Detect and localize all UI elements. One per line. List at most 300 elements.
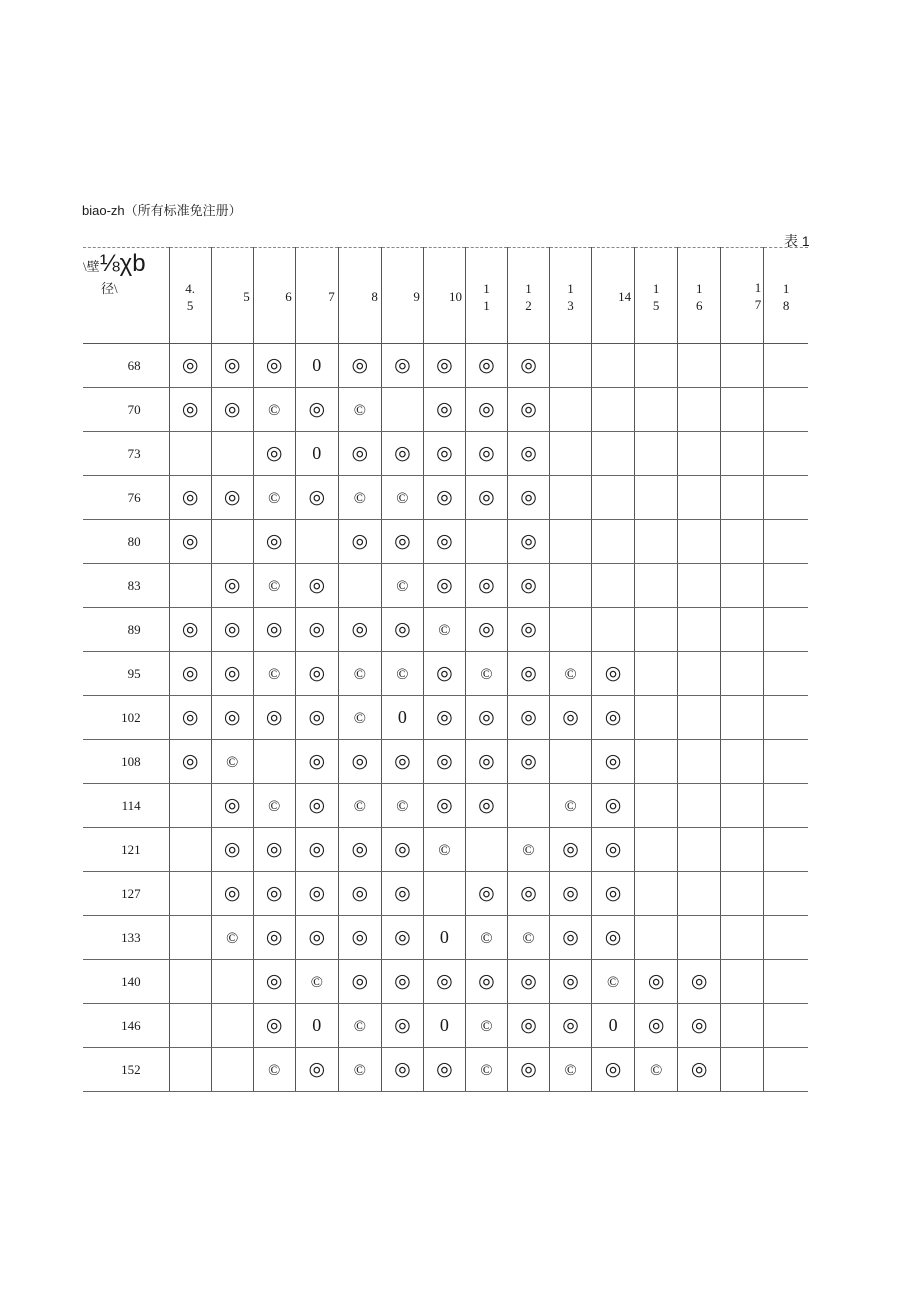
- table-row: [83, 916, 808, 960]
- corner-bottom-label: 径\: [101, 281, 118, 296]
- table-cell: [721, 828, 764, 872]
- column-header-line: 1: [483, 281, 490, 296]
- table-cell: [253, 564, 295, 608]
- table-cell: [592, 652, 635, 696]
- table-cell: [169, 432, 211, 476]
- zero-mark: 0: [439, 1015, 449, 1035]
- table-cell: [550, 652, 592, 696]
- double-circle-mark: ◎: [223, 355, 241, 376]
- table-cell: [253, 652, 295, 696]
- table-cell: [381, 916, 423, 960]
- table-cell: [381, 608, 423, 652]
- double-circle-mark: ◎: [394, 883, 411, 904]
- c-mark: ©: [353, 1061, 366, 1079]
- double-circle-mark: ◎: [647, 1015, 665, 1036]
- table-cell: [169, 564, 211, 608]
- double-circle-mark: ◎: [181, 487, 199, 508]
- double-circle-mark: ◎: [223, 575, 241, 596]
- column-header-label: [550, 280, 591, 314]
- table-cell: [169, 344, 211, 388]
- table-cell: [169, 696, 211, 740]
- table-cell: [338, 652, 381, 696]
- column-header: [338, 248, 381, 344]
- double-circle-mark: ◎: [265, 971, 283, 992]
- table-cell: [381, 432, 423, 476]
- table-cell: [338, 960, 381, 1004]
- table-cell: [550, 564, 592, 608]
- c-mark: ©: [268, 577, 281, 595]
- double-circle-mark: ◎: [394, 1059, 411, 1080]
- table-cell: [550, 520, 592, 564]
- table-cell: [253, 872, 295, 916]
- c-mark: ©: [564, 1061, 577, 1079]
- table-cell: [764, 432, 808, 476]
- table-cell: [423, 652, 465, 696]
- table-cell: [169, 476, 211, 520]
- spec-table: [83, 247, 808, 1092]
- table-cell: [678, 916, 721, 960]
- double-circle-mark: ◎: [308, 663, 326, 684]
- table-cell: [465, 784, 507, 828]
- double-circle-mark: ◎: [394, 1015, 411, 1036]
- table-cell: [295, 476, 338, 520]
- double-circle-mark: ◎: [308, 883, 326, 904]
- zero-mark: 0: [312, 1015, 322, 1035]
- double-circle-mark: ◎: [394, 355, 411, 376]
- double-circle-mark: ◎: [223, 707, 241, 728]
- column-header-line: 6: [285, 289, 292, 304]
- table-cell: [592, 872, 635, 916]
- column-header-line: 5: [243, 289, 250, 304]
- double-circle-mark: ◎: [223, 883, 241, 904]
- double-circle-mark: ◎: [520, 531, 537, 552]
- c-mark: ©: [438, 621, 451, 639]
- table-cell: [550, 1048, 592, 1092]
- zero-mark: 0: [312, 443, 322, 463]
- column-header-line: 4.: [185, 281, 195, 296]
- table-cell: [678, 652, 721, 696]
- c-mark: ©: [268, 1061, 281, 1079]
- row-diameter: 140: [83, 960, 169, 1004]
- c-mark: ©: [396, 797, 409, 815]
- double-circle-mark: ◎: [436, 971, 453, 992]
- row-diameter: 76: [83, 476, 169, 520]
- double-circle-mark: ◎: [394, 531, 411, 552]
- column-header-label: [755, 279, 762, 313]
- c-mark: ©: [226, 753, 239, 771]
- double-circle-mark: ◎: [562, 883, 579, 904]
- table-row: [83, 652, 808, 696]
- double-circle-mark: ◎: [351, 531, 369, 552]
- double-circle-mark: ◎: [223, 399, 241, 420]
- table-cell: [465, 872, 507, 916]
- double-circle-mark: ◎: [351, 883, 369, 904]
- column-header-line: 14: [618, 289, 632, 304]
- double-circle-mark: ◎: [181, 531, 199, 552]
- table-cell: [423, 476, 465, 520]
- double-circle-mark: ◎: [520, 443, 537, 464]
- table-cell: [295, 1048, 338, 1092]
- table-cell: [211, 608, 253, 652]
- table-cell: [465, 564, 507, 608]
- table-cell: [592, 388, 635, 432]
- column-header-line: 6: [695, 298, 703, 313]
- row-diameter: 83: [83, 564, 169, 608]
- table-cell: [507, 564, 549, 608]
- double-circle-mark: ◎: [562, 707, 579, 728]
- double-circle-mark: ◎: [520, 575, 537, 596]
- c-mark: ©: [268, 489, 281, 507]
- double-circle-mark: ◎: [181, 399, 199, 420]
- table-cell: [764, 388, 808, 432]
- table-cell: [169, 740, 211, 784]
- table-cell: [635, 1004, 678, 1048]
- table-body: [83, 344, 808, 1092]
- double-circle-mark: ◎: [478, 355, 495, 376]
- table-cell: [295, 696, 338, 740]
- table-cell: [423, 740, 465, 784]
- table-cell: [592, 432, 635, 476]
- row-diameter: 127: [83, 872, 169, 916]
- table-cell: [211, 564, 253, 608]
- double-circle-mark: ◎: [394, 971, 411, 992]
- table-cell: [211, 520, 253, 564]
- table-cell: [678, 520, 721, 564]
- table-cell: [211, 960, 253, 1004]
- table-cell: [423, 388, 465, 432]
- table-cell: [211, 1048, 253, 1092]
- column-header-line: 8: [371, 289, 378, 304]
- double-circle-mark: ◎: [265, 531, 283, 552]
- table-cell: [550, 872, 592, 916]
- double-circle-mark: ◎: [308, 619, 326, 640]
- table-cell: [381, 828, 423, 872]
- double-circle-mark: ◎: [181, 751, 199, 772]
- double-circle-mark: ◎: [520, 707, 537, 728]
- double-circle-mark: ◎: [478, 399, 495, 420]
- table-caption: biao-zh（所有标准免注册）: [82, 203, 242, 218]
- double-circle-mark: ◎: [436, 795, 453, 816]
- double-circle-mark: ◎: [436, 355, 453, 376]
- double-circle-mark: ◎: [394, 839, 411, 860]
- table-cell: [635, 960, 678, 1004]
- column-header: [721, 248, 764, 344]
- double-circle-mark: ◎: [520, 883, 537, 904]
- table-cell: [764, 960, 808, 1004]
- double-circle-mark: ◎: [351, 751, 369, 772]
- double-circle-mark: ◎: [394, 751, 411, 772]
- row-diameter: 102: [83, 696, 169, 740]
- table-cell: [295, 652, 338, 696]
- table-cell: [295, 916, 338, 960]
- double-circle-mark: ◎: [478, 751, 495, 772]
- table-cell: [678, 1048, 721, 1092]
- table-cell: [253, 432, 295, 476]
- c-mark: ©: [310, 973, 323, 991]
- table-cell: [295, 828, 338, 872]
- table-cell: [764, 1004, 808, 1048]
- table-cell: [338, 564, 381, 608]
- double-circle-mark: ◎: [520, 355, 537, 376]
- table-cell: [253, 740, 295, 784]
- table-cell: [465, 696, 507, 740]
- c-mark: ©: [564, 665, 577, 683]
- double-circle-mark: ◎: [604, 839, 622, 860]
- table-cell: [253, 608, 295, 652]
- table-cell: [338, 784, 381, 828]
- table-cell: [678, 344, 721, 388]
- table-cell: [465, 828, 507, 872]
- double-circle-mark: ◎: [690, 1059, 708, 1080]
- table-cell: [592, 608, 635, 652]
- double-circle-mark: ◎: [604, 883, 622, 904]
- table-cell: [338, 1048, 381, 1092]
- double-circle-mark: ◎: [223, 487, 241, 508]
- column-header-label: [170, 280, 211, 314]
- table-cell: [338, 1004, 381, 1048]
- table-cell: [465, 344, 507, 388]
- row-diameter: 89: [83, 608, 169, 652]
- double-circle-mark: ◎: [394, 443, 411, 464]
- table-cell: [211, 696, 253, 740]
- table-cell: [592, 784, 635, 828]
- table-cell: [465, 476, 507, 520]
- table-cell: [678, 476, 721, 520]
- table-cell: [550, 828, 592, 872]
- table-cell: [592, 344, 635, 388]
- c-mark: ©: [650, 1061, 663, 1079]
- table-cell: [169, 1004, 211, 1048]
- c-mark: ©: [564, 797, 577, 815]
- double-circle-mark: ◎: [520, 751, 537, 772]
- table-cell: [211, 916, 253, 960]
- table-cell: [507, 652, 549, 696]
- table-cell: [423, 1048, 465, 1092]
- table-cell: [635, 652, 678, 696]
- double-circle-mark: ◎: [562, 927, 579, 948]
- table-cell: [169, 1048, 211, 1092]
- row-diameter: 146: [83, 1004, 169, 1048]
- table-cell: [764, 828, 808, 872]
- table-cell: [211, 388, 253, 432]
- table-cell: [465, 432, 507, 476]
- table-cell: [678, 784, 721, 828]
- column-header-label: [243, 288, 250, 305]
- column-header-label: [413, 288, 420, 305]
- table-cell: [764, 740, 808, 784]
- column-header: [465, 248, 507, 344]
- table-cell: [592, 520, 635, 564]
- table-cell: [338, 344, 381, 388]
- table-cell: [338, 388, 381, 432]
- table-cell: [381, 520, 423, 564]
- table-cell: [764, 784, 808, 828]
- table-cell: [465, 960, 507, 1004]
- table-cell: [507, 344, 549, 388]
- double-circle-mark: ◎: [604, 795, 622, 816]
- table-cell: [295, 872, 338, 916]
- double-circle-mark: ◎: [308, 399, 326, 420]
- c-mark: ©: [480, 1061, 493, 1079]
- table-cell: [253, 520, 295, 564]
- table-cell: [764, 608, 808, 652]
- table-cell: [253, 696, 295, 740]
- double-circle-mark: ◎: [351, 927, 369, 948]
- zero-mark: 0: [608, 1015, 618, 1035]
- c-mark: ©: [353, 797, 366, 815]
- c-mark: ©: [396, 577, 409, 595]
- table-cell: [295, 740, 338, 784]
- column-header: [253, 248, 295, 344]
- column-header-line: 8: [782, 298, 790, 313]
- column-header-line: 1: [695, 281, 703, 296]
- table-cell: [169, 652, 211, 696]
- double-circle-mark: ◎: [394, 927, 411, 948]
- double-circle-mark: ◎: [478, 971, 495, 992]
- double-circle-mark: ◎: [181, 619, 199, 640]
- table-cell: [635, 1048, 678, 1092]
- table-row: [83, 740, 808, 784]
- row-diameter: 80: [83, 520, 169, 564]
- table-cell: [211, 652, 253, 696]
- double-circle-mark: ◎: [223, 619, 241, 640]
- table-cell: [169, 784, 211, 828]
- row-diameter: 73: [83, 432, 169, 476]
- table-row: [83, 476, 808, 520]
- table-cell: [721, 784, 764, 828]
- double-circle-mark: ◎: [265, 839, 283, 860]
- table-cell: [465, 388, 507, 432]
- row-diameter: 114: [83, 784, 169, 828]
- double-circle-mark: ◎: [690, 971, 708, 992]
- double-circle-mark: ◎: [562, 839, 579, 860]
- c-mark: ©: [607, 973, 620, 991]
- double-circle-mark: ◎: [478, 619, 495, 640]
- table-cell: [295, 1004, 338, 1048]
- table-cell: [338, 828, 381, 872]
- double-circle-mark: ◎: [562, 971, 579, 992]
- column-header-label: [328, 288, 335, 305]
- table-cell: [338, 608, 381, 652]
- table-cell: [169, 608, 211, 652]
- table-cell: [381, 652, 423, 696]
- table-row: [83, 784, 808, 828]
- row-diameter: 95: [83, 652, 169, 696]
- double-circle-mark: ◎: [478, 707, 495, 728]
- table-cell: [295, 388, 338, 432]
- table-cell: [507, 432, 549, 476]
- double-circle-mark: ◎: [223, 663, 241, 684]
- double-circle-mark: ◎: [308, 1059, 326, 1080]
- table-cell: [507, 696, 549, 740]
- table-cell: [253, 916, 295, 960]
- double-circle-mark: ◎: [351, 839, 369, 860]
- table-cell: [338, 740, 381, 784]
- table-cell: [423, 784, 465, 828]
- corner-top-label: \壁⅛χb: [83, 250, 146, 277]
- double-circle-mark: ◎: [181, 663, 199, 684]
- table-cell: [253, 344, 295, 388]
- table-cell: [550, 476, 592, 520]
- c-mark: ©: [480, 665, 493, 683]
- table-cell: [338, 520, 381, 564]
- double-circle-mark: ◎: [604, 663, 622, 684]
- table-cell: [507, 740, 549, 784]
- double-circle-mark: ◎: [604, 707, 622, 728]
- table-cell: [550, 388, 592, 432]
- table-cell: [721, 1004, 764, 1048]
- table-cell: [381, 872, 423, 916]
- double-circle-mark: ◎: [690, 1015, 708, 1036]
- table-cell: [635, 344, 678, 388]
- double-circle-mark: ◎: [604, 1059, 622, 1080]
- table-cell: [295, 960, 338, 1004]
- table-cell: [381, 388, 423, 432]
- table-row: [83, 344, 808, 388]
- table-cell: [381, 696, 423, 740]
- table-cell: [381, 344, 423, 388]
- column-header: [635, 248, 678, 344]
- table-cell: [507, 476, 549, 520]
- table-cell: [423, 564, 465, 608]
- zero-mark: 0: [439, 927, 449, 947]
- column-header: [592, 248, 635, 344]
- double-circle-mark: ◎: [181, 355, 199, 376]
- table-cell: [764, 916, 808, 960]
- double-circle-mark: ◎: [478, 575, 495, 596]
- double-circle-mark: ◎: [647, 971, 665, 992]
- table-cell: [338, 432, 381, 476]
- table-cell: [507, 960, 549, 1004]
- table-cell: [678, 828, 721, 872]
- table-cell: [211, 432, 253, 476]
- row-diameter: 108: [83, 740, 169, 784]
- table-cell: [678, 388, 721, 432]
- column-header-label: [678, 280, 720, 314]
- double-circle-mark: ◎: [520, 399, 537, 420]
- table-cell: [678, 1004, 721, 1048]
- table-cell: [295, 608, 338, 652]
- column-header: [211, 248, 253, 344]
- double-circle-mark: ◎: [394, 619, 411, 640]
- table-cell: [211, 784, 253, 828]
- double-circle-mark: ◎: [520, 971, 537, 992]
- table-cell: [381, 1048, 423, 1092]
- column-header-line: 9: [413, 289, 420, 304]
- column-header-line: 7: [328, 289, 335, 304]
- c-mark: ©: [353, 401, 366, 419]
- table-cell: [253, 1048, 295, 1092]
- table-cell: [465, 608, 507, 652]
- table-cell: [295, 564, 338, 608]
- row-diameter: 68: [83, 344, 169, 388]
- double-circle-mark: ◎: [308, 707, 326, 728]
- table-cell: [465, 520, 507, 564]
- table-cell: [764, 564, 808, 608]
- c-mark: ©: [226, 929, 239, 947]
- table-cell: [721, 960, 764, 1004]
- table-cell: [423, 916, 465, 960]
- table-cell: [592, 828, 635, 872]
- table-cell: [423, 872, 465, 916]
- table-cell: [721, 608, 764, 652]
- column-header-label: [371, 288, 378, 305]
- column-header: [169, 248, 211, 344]
- table-cell: [592, 564, 635, 608]
- table-cell: [211, 828, 253, 872]
- table-cell: [721, 872, 764, 916]
- table-cell: [507, 608, 549, 652]
